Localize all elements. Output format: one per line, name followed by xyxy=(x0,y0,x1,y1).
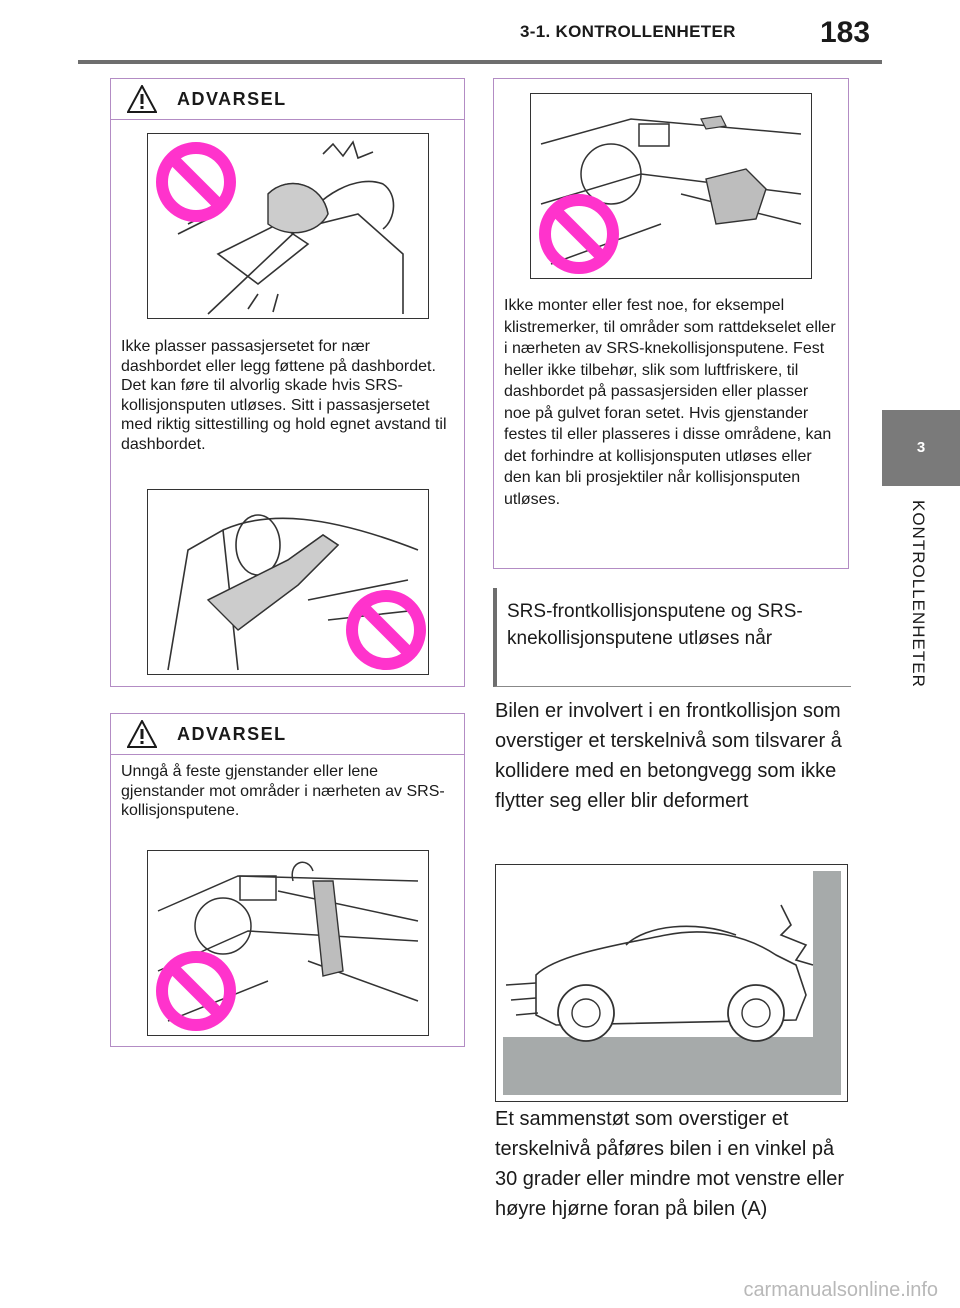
prohibition-icon xyxy=(154,949,238,1033)
prohibition-icon xyxy=(537,192,621,276)
footer-watermark: carmanualsonline.info xyxy=(743,1279,938,1301)
chapter-tab[interactable] xyxy=(882,410,960,486)
warning-text: Unngå å feste gjenstander eller lene gjenstander mot områder i nærheten av SRS-kollisjonsputene. xyxy=(121,763,445,820)
paragraph-frontal-collision: Bilen er involvert i en frontkollisjon som overstiger et terskelnivå som tilsvarer å kollidere med en betongvegg som ikke flytter seg eller blir deformert xyxy=(495,700,842,812)
section-title: 3-1. KONTROLLENHETER xyxy=(520,22,736,41)
chapter-number: 3 xyxy=(916,439,926,456)
prohibition-icon xyxy=(154,140,238,224)
section-heading-text: SRS-frontkollisjonsputene og SRS-knekollisjonsputene utløses når xyxy=(507,601,803,649)
section-heading xyxy=(493,588,851,687)
warning-box-2 xyxy=(110,713,465,1047)
warning-text: Ikke plasser passasjersetet for nær dashbordet eller legg føttene på dashbordet. Det kan føre til alvorlig skade hvis SRS-kollisjonsputen utløses. Sitt i passasjersetet med riktig sittestilling og hold egnet avstand til dashbordet. xyxy=(121,338,447,453)
warning-title: ADVARSEL xyxy=(177,724,287,744)
warning-box-3 xyxy=(493,78,849,569)
warning-triangle-icon xyxy=(127,85,157,113)
page-number: 183 xyxy=(820,16,871,49)
header-divider xyxy=(78,60,882,64)
illustration-car-crash xyxy=(495,864,848,1102)
car-crash-drawing xyxy=(496,865,847,1101)
warning-text: Ikke monter eller fest noe, for eksempel klistremerker, til områder som rattdekselet eller i nærheten av SRS-knekollisjonsputene. Fest heller ikke tilbehør, slik som luftfriskere, til dashbordet på passasjersiden eller plasser noe på gulvet foran setet. Hvis gjenstander festes til eller plasseres i disse områdene, kan det forhindre at kollisjonsputen utløses eller den kan bli prosjektiler når kollisjonsputen utløses. xyxy=(504,297,836,508)
illustration-dashboard-items xyxy=(530,93,812,279)
warning-box-1 xyxy=(110,78,465,687)
warning-title: ADVARSEL xyxy=(177,89,287,109)
illustration-feet-on-dashboard xyxy=(147,489,429,675)
chapter-label: KONTROLLENHETER xyxy=(909,500,928,688)
illustration-umbrella xyxy=(147,850,429,1036)
illustration-seat-too-close xyxy=(147,133,429,319)
warning-header xyxy=(111,79,464,120)
warning-triangle-icon xyxy=(127,720,157,748)
paragraph-angled-collision: Et sammenstøt som overstiger et terskelnivå påføres bilen i en vinkel på 30 grader eller mindre mot venstre eller høyre hjørne foran på bilen (A) xyxy=(495,1108,845,1220)
prohibition-icon xyxy=(344,588,428,672)
warning-header xyxy=(111,714,464,755)
